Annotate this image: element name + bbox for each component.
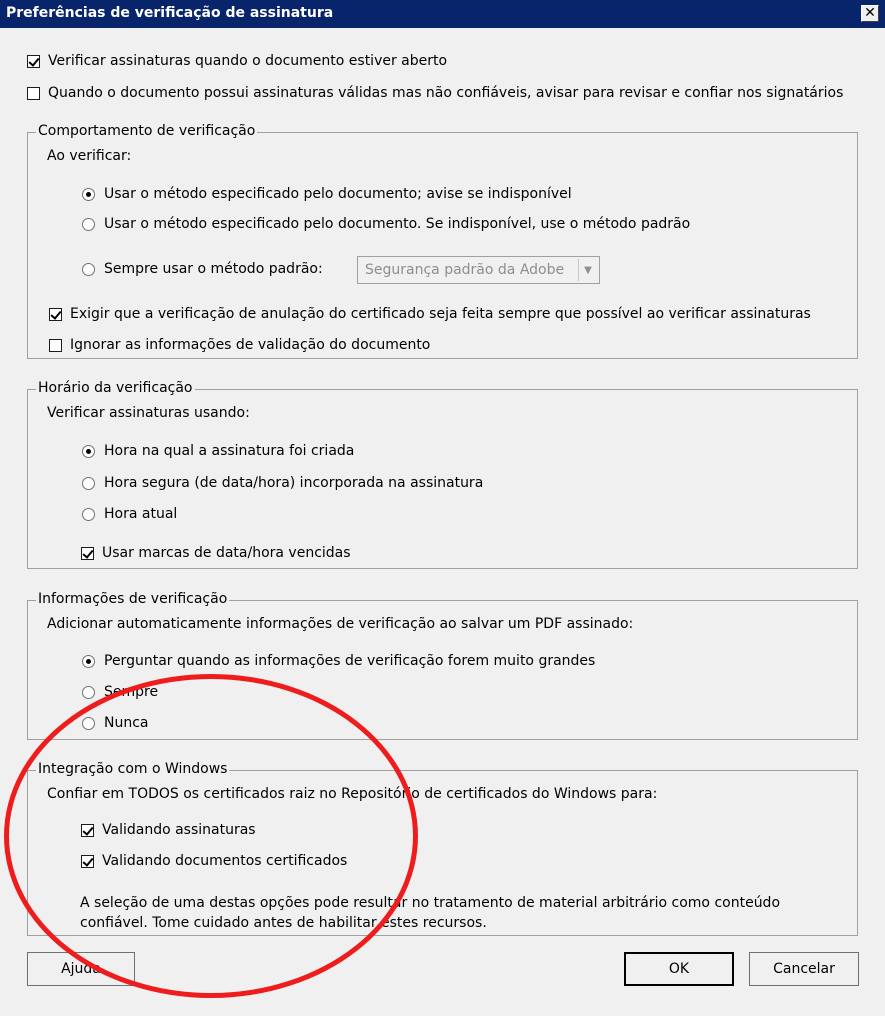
validate-certified-label: Validando documentos certificados bbox=[102, 853, 348, 869]
info-option-2[interactable] bbox=[82, 684, 158, 700]
time-option-2-label: Hora segura (de data/hora) incorporada na assinatura bbox=[104, 475, 484, 491]
validate-signatures-option[interactable] bbox=[81, 822, 256, 838]
validate-certified-checkbox[interactable] bbox=[81, 855, 94, 868]
info-option-1-label: Perguntar quando as informações de verificação forem muito grandes bbox=[104, 653, 596, 669]
default-method-value: Segurança padrão da Adobe bbox=[365, 262, 565, 278]
ok-button[interactable] bbox=[624, 952, 734, 986]
info-option-3[interactable] bbox=[82, 715, 149, 731]
close-icon: ✕ bbox=[864, 5, 876, 21]
behavior-prompt bbox=[47, 148, 131, 164]
use-expired-option[interactable] bbox=[81, 545, 351, 561]
validate-certified-option[interactable] bbox=[81, 853, 347, 869]
behavior-radio-3[interactable] bbox=[82, 263, 95, 276]
time-option-3-label: Hora atual bbox=[104, 506, 178, 522]
verify-on-open-label: Verificar assinaturas quando o documento estiver aberto bbox=[48, 53, 448, 69]
info-prompt-text: Adicionar automaticamente informações de verificação ao salvar um PDF assinado: bbox=[47, 616, 634, 632]
behavior-radio-1[interactable] bbox=[82, 188, 95, 201]
ok-button-label: OK bbox=[668, 961, 690, 977]
cancel-button[interactable] bbox=[749, 952, 859, 986]
info-option-1[interactable] bbox=[82, 653, 595, 669]
info-radio-1[interactable] bbox=[82, 655, 95, 668]
default-method-select[interactable] bbox=[357, 256, 600, 284]
use-expired-checkbox[interactable] bbox=[81, 547, 94, 560]
windows-prompt bbox=[47, 786, 657, 802]
windows-warning-note: A seleção de uma destas opções pode resultar no tratamento de material arbitrário como conteúdo confiável. Tome cuidado antes de habilitar estes recursos. bbox=[80, 895, 781, 931]
time-radio-1[interactable] bbox=[82, 445, 95, 458]
title-bar[interactable] bbox=[0, 0, 885, 28]
ignore-validation-option[interactable] bbox=[49, 337, 430, 353]
verify-on-open-option[interactable] bbox=[27, 53, 447, 69]
info-radio-2[interactable] bbox=[82, 686, 95, 699]
time-option-2[interactable] bbox=[82, 475, 483, 491]
require-revocation-option[interactable] bbox=[49, 306, 811, 322]
behavior-prompt-text: Ao verificar: bbox=[47, 148, 132, 164]
require-revocation-checkbox[interactable] bbox=[49, 308, 62, 321]
warn-untrusted-checkbox[interactable] bbox=[27, 87, 40, 100]
behavior-option-2[interactable] bbox=[82, 216, 690, 232]
chevron-down-icon[interactable]: ▼ bbox=[578, 259, 597, 281]
warn-untrusted-option[interactable] bbox=[27, 85, 843, 101]
behavior-option-3[interactable] bbox=[82, 261, 323, 277]
time-group-legend: Horário da verificação bbox=[38, 380, 193, 396]
use-expired-label: Usar marcas de data/hora vencidas bbox=[102, 545, 351, 561]
info-group-legend: Informações de verificação bbox=[38, 591, 228, 607]
validate-signatures-label: Validando assinaturas bbox=[102, 822, 256, 838]
behavior-group-legend: Comportamento de verificação bbox=[38, 123, 256, 139]
time-prompt bbox=[47, 405, 250, 421]
require-revocation-label: Exigir que a verificação de anulação do certificado seja feita sempre que possível ao verificar assinaturas bbox=[70, 306, 811, 322]
dialog-title: Preferências de verificação de assinatura bbox=[6, 5, 334, 21]
warn-untrusted-label: Quando o documento possui assinaturas válidas mas não confiáveis, avisar para revisar e confiar nos signatários bbox=[48, 85, 844, 101]
time-option-3[interactable] bbox=[82, 506, 177, 522]
info-radio-3[interactable] bbox=[82, 717, 95, 730]
validate-signatures-checkbox[interactable] bbox=[81, 824, 94, 837]
time-prompt-text: Verificar assinaturas usando: bbox=[47, 405, 250, 421]
verify-on-open-checkbox[interactable] bbox=[27, 55, 40, 68]
time-radio-3[interactable] bbox=[82, 508, 95, 521]
help-button-label: Ajuda bbox=[61, 961, 101, 977]
windows-prompt-text: Confiar em TODOS os certificados raiz no Repositório de certificados do Windows para: bbox=[47, 786, 658, 802]
behavior-option-1-label: Usar o método especificado pelo documento; avise se indisponível bbox=[104, 186, 572, 202]
info-option-2-label: Sempre bbox=[104, 684, 159, 700]
behavior-option-2-label: Usar o método especificado pelo documento. Se indisponível, use o método padrão bbox=[104, 216, 691, 232]
time-option-1-label: Hora na qual a assinatura foi criada bbox=[104, 443, 355, 459]
behavior-option-1[interactable] bbox=[82, 186, 572, 202]
help-button[interactable] bbox=[27, 952, 135, 986]
behavior-group bbox=[27, 123, 858, 359]
cancel-button-label: Cancelar bbox=[773, 961, 835, 977]
behavior-radio-2[interactable] bbox=[82, 218, 95, 231]
behavior-option-3-label: Sempre usar o método padrão: bbox=[104, 261, 323, 277]
ignore-validation-label: Ignorar as informações de validação do documento bbox=[70, 337, 431, 353]
info-prompt bbox=[47, 616, 633, 632]
info-option-3-label: Nunca bbox=[104, 715, 149, 731]
time-radio-2[interactable] bbox=[82, 477, 95, 490]
ignore-validation-checkbox[interactable] bbox=[49, 339, 62, 352]
close-button[interactable] bbox=[861, 5, 879, 22]
time-option-1[interactable] bbox=[82, 443, 354, 459]
windows-group-legend: Integração com o Windows bbox=[38, 761, 228, 777]
